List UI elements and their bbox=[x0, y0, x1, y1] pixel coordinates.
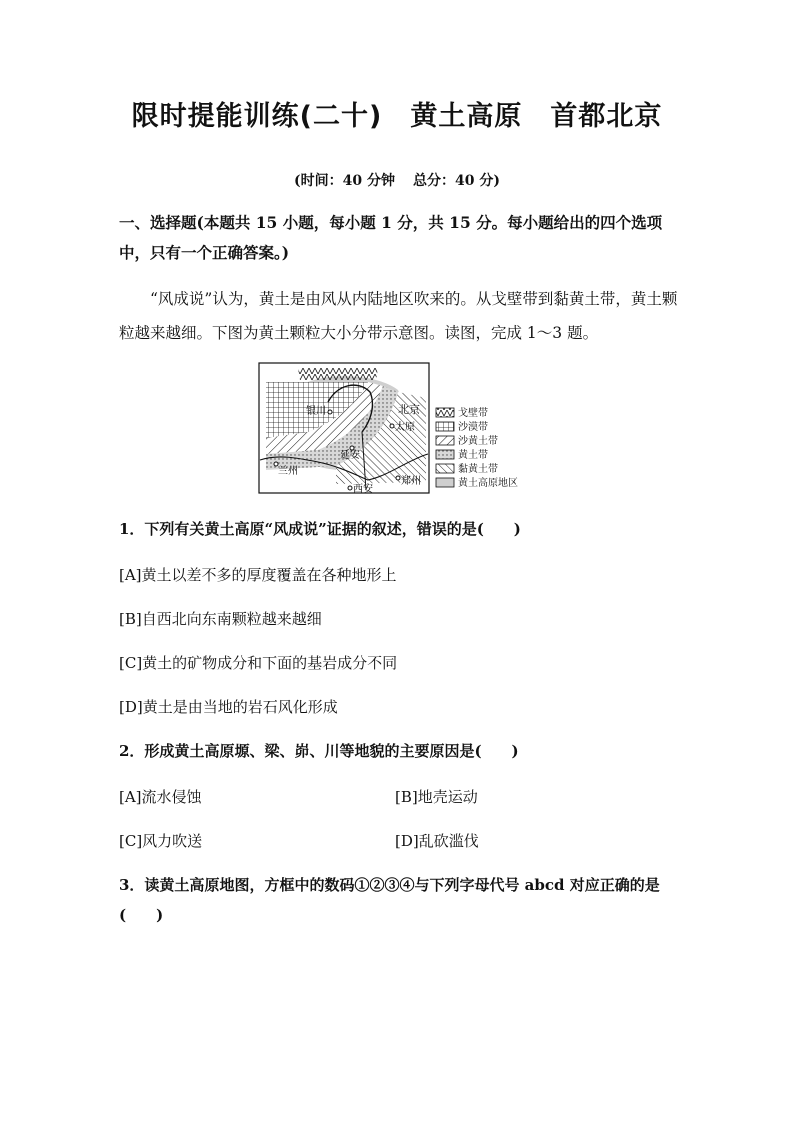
question-1-stem: 1．下列有关黄土高原“风成说”证据的叙述，错误的是( ) bbox=[119, 520, 521, 538]
legend-loess: 黄土带 bbox=[458, 450, 488, 461]
title-part-3: 首都北京 bbox=[550, 101, 663, 132]
question-3-stem: 3．读黄土高原地图，方框中的数码①②③④与下列字母代号 abcd 对应正确的是( ) bbox=[119, 876, 660, 924]
legend-swatch-desert bbox=[436, 422, 454, 431]
legend-swatch-sandy-loess bbox=[436, 436, 454, 445]
city-label-yinchuan: 银川 bbox=[306, 406, 326, 417]
question-2-option-b[interactable]: [B]地壳运动 bbox=[395, 788, 478, 806]
city-label-taiyuan: 太原 bbox=[395, 422, 415, 433]
question-2-option-d[interactable]: [D]乱砍滥伐 bbox=[395, 832, 479, 850]
legend-gobi: 戈壁带 bbox=[458, 408, 488, 419]
question-2-option-c[interactable]: [C]风力吹送 bbox=[119, 832, 203, 850]
legend-plateau: 黄土高原地区 bbox=[458, 478, 518, 489]
city-label-yanan: 延安 bbox=[340, 450, 360, 461]
exam-info bbox=[0, 170, 794, 190]
section-heading: 一、选择题(本题共 15 小题，每小题 1 分，共 15 分。每小题给出的四个选项中，只有一个正确答案。) bbox=[119, 213, 663, 262]
legend-swatch-loess bbox=[436, 450, 454, 459]
city-label-zhengzhou: 郑州 bbox=[401, 476, 421, 487]
loess-map-figure bbox=[258, 362, 538, 496]
page-title bbox=[0, 94, 794, 133]
intro-paragraph: “风成说”认为，黄土是由风从内陆地区吹来的。从戈壁带到黏黄土带，黄土颗粒越来越细。下图为黄土颗粒大小分带示意图。读图，完成 1～3 题。 bbox=[119, 290, 678, 342]
question-1-option-d[interactable]: [D]黄土是由当地的岩石风化形成 bbox=[119, 698, 338, 716]
title-part-2: 黄土高原 bbox=[410, 101, 523, 132]
legend-swatch-gobi bbox=[436, 408, 454, 417]
total-score: 总分：40 分) bbox=[413, 173, 500, 189]
loess-map bbox=[258, 362, 538, 496]
title-part-1: 限时提能训练(二十) bbox=[131, 101, 383, 132]
question-1-option-c[interactable]: [C]黄土的矿物成分和下面的基岩成分不同 bbox=[119, 654, 398, 672]
legend-desert: 沙漠带 bbox=[458, 422, 488, 433]
city-label-lanzhou: 兰州 bbox=[278, 466, 298, 477]
legend-sandy-loess: 沙黄土带 bbox=[458, 436, 498, 447]
city-label-beijing: 北京 bbox=[398, 403, 420, 416]
legend-swatch-plateau bbox=[436, 478, 454, 487]
city-label-xian: 西安 bbox=[353, 484, 373, 495]
legend-clay-loess: 黏黄土带 bbox=[458, 464, 498, 475]
time-limit: (时间：40 分钟 bbox=[294, 173, 395, 189]
question-2-stem: 2．形成黄土高原塬、梁、峁、川等地貌的主要原因是( ) bbox=[119, 742, 519, 760]
question-2-option-a[interactable]: [A]流水侵蚀 bbox=[119, 788, 202, 806]
legend-swatch-clay-loess bbox=[436, 464, 454, 473]
question-1-option-a[interactable]: [A]黄土以差不多的厚度覆盖在各种地形上 bbox=[119, 566, 397, 584]
question-1-option-b[interactable]: [B]自西北向东南颗粒越来越细 bbox=[119, 610, 322, 628]
